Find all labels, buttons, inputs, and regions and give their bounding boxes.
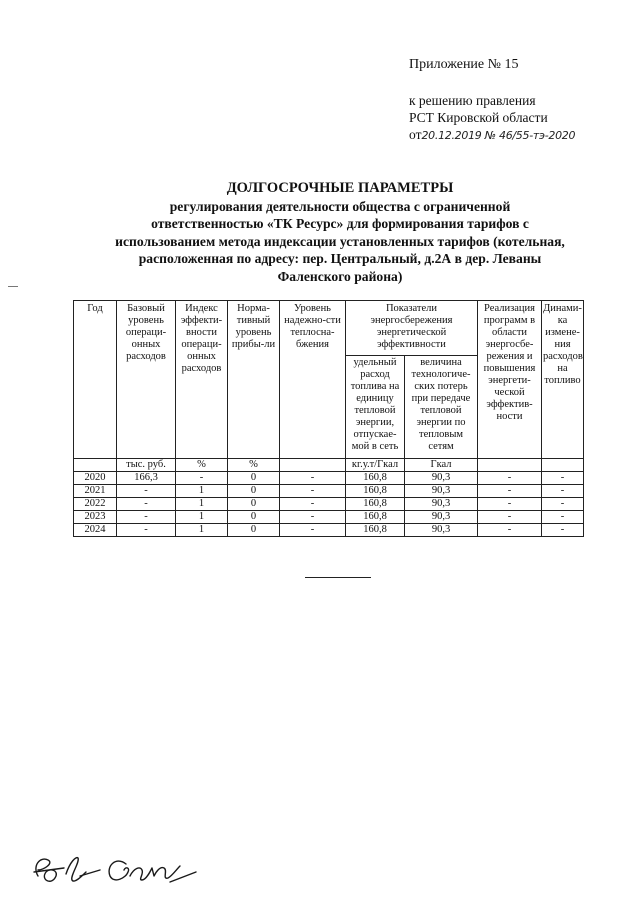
margin-tick [8, 286, 18, 287]
heading-line-5: расположенная по адресу: пер. Центральный, д.2А в дер. Леваны [138, 251, 542, 266]
cell-dynamics: - [542, 511, 584, 524]
cell-profit-level: 0 [228, 472, 280, 485]
cell-base-level: - [117, 498, 176, 511]
appendix-date-line [409, 126, 634, 144]
cell-profit-level: 0 [228, 485, 280, 498]
cell-programs: - [478, 485, 542, 498]
appendix-block [409, 56, 634, 144]
cell-reliability: - [280, 498, 346, 511]
cell-dynamics: - [542, 472, 584, 485]
parameters-table [73, 300, 584, 537]
header-efficiency-index: Индекс эффекти-вности операци-онных расходов [176, 301, 228, 459]
handwritten-signature-icon [30, 846, 200, 892]
cell-base-level: 166,3 [117, 472, 176, 485]
cell-year: 2021 [74, 485, 117, 498]
cell-reliability: - [280, 524, 346, 537]
cell-efficiency-index: 1 [176, 498, 228, 511]
heading-line-4: использованием метода индексации установленных тарифов (котельная, [115, 233, 565, 249]
heading-title: ДОЛГОСРОЧНЫЕ ПАРАМЕТРЫ [226, 180, 454, 196]
cell-losses: 90,3 [405, 485, 478, 498]
unit-cell-programs [478, 459, 542, 472]
cell-fuel-rate: 160,8 [346, 524, 405, 537]
cell-profit-level: 0 [228, 511, 280, 524]
appendix-date-prefix: от [409, 127, 422, 142]
heading-line-3: ответственностью «ТК Ресурс» для формирования тарифов с [151, 216, 529, 231]
header-energy-saving: Показатели энергосбережения энергетической эффективности [346, 301, 478, 356]
cell-profit-level: 0 [228, 524, 280, 537]
appendix-line-1: к решению правления [409, 93, 536, 108]
cell-fuel-rate: 160,8 [346, 498, 405, 511]
header-programs: Реализация программ в области энергосбе-режения и повышения энергети-ческой эффектив-ности [478, 301, 542, 459]
unit-profit-level: % [228, 459, 280, 472]
cell-year: 2020 [74, 472, 117, 485]
cell-programs: - [478, 498, 542, 511]
cell-fuel-rate: 160,8 [346, 485, 405, 498]
cell-programs: - [478, 511, 542, 524]
cell-dynamics: - [542, 498, 584, 511]
cell-dynamics: - [542, 524, 584, 537]
header-profit-level: Норма-тивный уровень прибы-ли [228, 301, 280, 459]
document-heading [60, 180, 620, 285]
cell-efficiency-index: 1 [176, 485, 228, 498]
table-row [74, 472, 584, 485]
cell-base-level: - [117, 511, 176, 524]
table-row [74, 498, 584, 511]
cell-year: 2022 [74, 498, 117, 511]
header-fuel-rate: удельный расход топлива на единицу тепловой энергии, отпускае-мой в сеть [346, 356, 405, 459]
header-base-level: Базовый уровень операци-онных расходов [117, 301, 176, 459]
cell-base-level: - [117, 524, 176, 537]
handwritten-date: 20.12.2019 № 46/55-тэ-2020 [421, 129, 576, 142]
unit-cell-year [74, 459, 117, 472]
table-row [74, 511, 584, 524]
appendix-title: Приложение № 15 [409, 57, 519, 72]
cell-fuel-rate: 160,8 [346, 511, 405, 524]
unit-cell-dynamics [542, 459, 584, 472]
header-dynamics-text: Динами-ка измене-ния расходов на топливо [543, 303, 583, 386]
end-rule [305, 577, 371, 578]
header-losses: величина технологиче-ских потерь при передаче тепловой энергии по тепловым сетям [405, 356, 478, 459]
cell-efficiency-index: 1 [176, 524, 228, 537]
cell-losses: 90,3 [405, 472, 478, 485]
cell-dynamics: - [542, 485, 584, 498]
cell-year: 2024 [74, 524, 117, 537]
unit-efficiency-index: % [176, 459, 228, 472]
cell-reliability: - [280, 485, 346, 498]
header-year: Год [74, 301, 117, 459]
table-row [74, 485, 584, 498]
table-row [74, 524, 584, 537]
cell-losses: 90,3 [405, 524, 478, 537]
cell-base-level: - [117, 485, 176, 498]
unit-cell-reliability [280, 459, 346, 472]
unit-base-level: тыс. руб. [117, 459, 176, 472]
cell-efficiency-index: - [176, 472, 228, 485]
cell-reliability: - [280, 511, 346, 524]
unit-losses: Гкал [405, 459, 478, 472]
cell-efficiency-index: 1 [176, 511, 228, 524]
appendix-line-2: РСТ Кировской области [409, 110, 548, 125]
cell-programs: - [478, 472, 542, 485]
cell-year: 2023 [74, 511, 117, 524]
cell-reliability: - [280, 472, 346, 485]
cell-fuel-rate: 160,8 [346, 472, 405, 485]
heading-line-2: регулирования деятельности общества с ограниченной [169, 198, 511, 214]
cell-losses: 90,3 [405, 498, 478, 511]
unit-fuel-rate: кг.у.т/Гкал [346, 459, 405, 472]
header-dynamics [542, 301, 584, 459]
header-reliability: Уровень надежно-сти теплосна-бжения [280, 301, 346, 459]
cell-programs: - [478, 524, 542, 537]
units-row [74, 459, 584, 472]
cell-losses: 90,3 [405, 511, 478, 524]
heading-line-6: Фаленского района) [277, 268, 403, 284]
cell-profit-level: 0 [228, 498, 280, 511]
signature-icon [30, 846, 200, 897]
